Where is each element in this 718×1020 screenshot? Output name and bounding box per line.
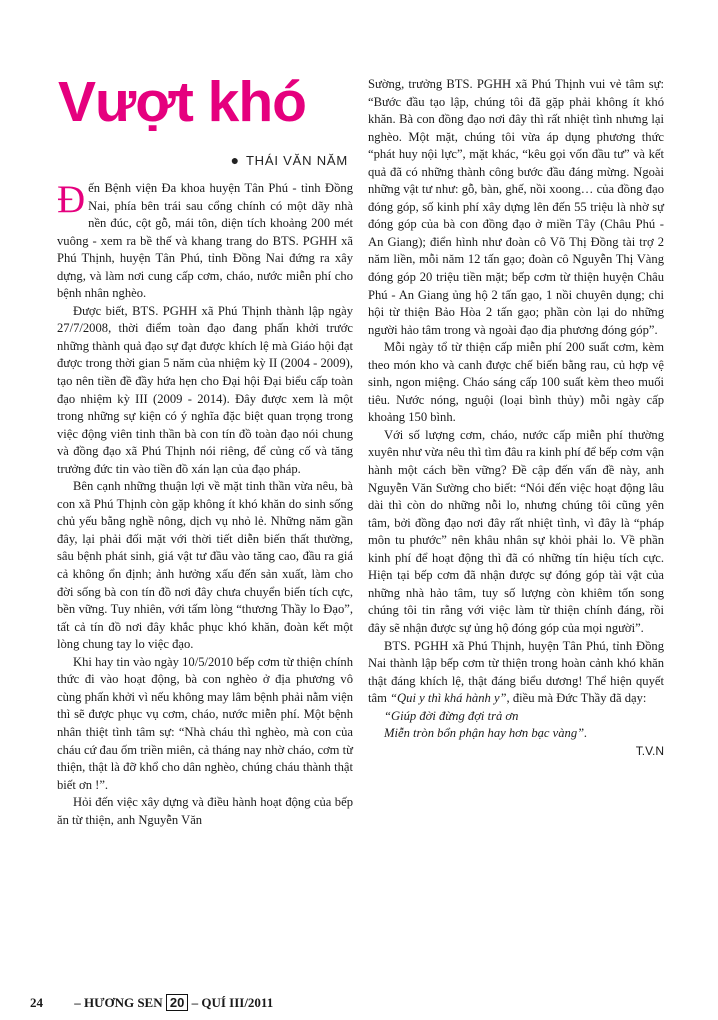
closing-text-end: , điều mà Đức Thầy đã dạy: — [506, 691, 647, 706]
paragraph: Với số lượng cơm, cháo, nước cấp miễn phí thường xuyên như vừa nêu thì tìm đâu ra kinh phí để bếp cơm vận hành một cách bền vững? Đề cập đến vấn đề này, anh Nguyễn Văn Sường cho biết: “Nói đến việc hoạt động lâu dài thì còn do những nỗi lo, nhưng chúng tôi cũng yên tâm, bởi đồng đạo nơi đây rất nhiệt tình, vì đây là “pháp môn tu phước” nên khâu nhân sự khỏi phải lo. Về phần kinh phí để hoạt động thì đã có những tín hiệu tích cực. Hiện tại bếp cơm đã nhận được sự đóng góp tài vật của những nhà hảo tâm, tuy số lượng còn khiêm tốn song chúng tôi tin rằng với việc làm từ thiện chính đáng, rồi đây sẽ nhận được sự ủng hộ đóng góp của mọi người”. — [368, 427, 664, 635]
signature: T.V.N — [635, 743, 664, 758]
left-column — [57, 180, 353, 829]
author-name: THÁI VĂN NĂM — [245, 153, 348, 168]
drop-cap: Đ — [57, 178, 86, 221]
paragraph: Bên cạnh những thuận lợi về mặt tinh thần vừa nêu, bà con xã Phú Thịnh còn gặp không ít khó khăn do sinh sống chủ yếu bằng nghề nông, dịch vụ nhỏ lẻ. Những năm gần đây, lại phải đối mặt với thời tiết diễn biến thất thường, sâu bệnh phát sinh, giá vật tư đầu vào tăng cao, đầu ra giá cả không ổn định; ảnh hưởng xấu đến sản xuất, làm cho đời sống bà con tín đồ nơi đây chưa chuyển biến tích cực, bền vững. Tuy nhiên, với tấm lòng “thương Thầy lo Đạo”, tất cả tín đồ nơi đây khắc phục khó khăn, đoàn kết một lòng chung tay lo việc đạo. — [57, 479, 353, 652]
paragraph: Khi hay tin vào ngày 10/5/2010 bếp cơm từ thiện chính thức đi vào hoạt động, bà con nghèo ở địa phương vô cùng phấn khởi vì nếu không may lâm bệnh phải nằm viện thì sẽ được phục vụ cơm, cháo, nước miễn phí. Một bệnh nhân thiệt tình tâm sự: “Nhà cháu thì nghèo, mà con của cháu cứ đau ốm triền miên, cả tháng nay nhờ cháo, cơm từ thiện, thật là đỡ khổ cho dân nghèo, chúng cháu thành thật biết ơn !”. — [57, 654, 353, 792]
verse-line: “Giúp đời đừng đợi trả ơn — [384, 708, 519, 723]
page-number: 24 — [30, 995, 43, 1010]
issue-number: 20 — [166, 994, 188, 1011]
paragraph: Được biết, BTS. PGHH xã Phú Thịnh thành lập ngày 27/7/2008, thời điểm toàn đạo đang phấn khởi trước những thành quả đạo sự đạt được khích lệ mà Giáo hội đạt được trong thời gian 5 năm của nhiệm kỳ II (2004 - 2009), tạo nên tiền đề đầy hứa hẹn cho Đại hội Đại biểu cấp toàn đạo nhiệm kỳ III (2009 - 2014). Đây được xem là một trong những sự kiện có ý nghĩa đặc biệt quan trọng trong việc động viên tinh thần bà con tín đồ toàn đạo nói chung và đồng đạo xã Phú Thịnh nói riêng, để củng cố và tăng trưởng đức tin vào tiền đồ xán lạn của đạo pháp. — [57, 303, 353, 476]
magazine-name: – HƯƠNG SEN — [74, 995, 163, 1010]
paragraph: Mỗi ngày tổ từ thiện cấp miễn phí 200 suất cơm, kèm theo món kho và canh được chế biến bằng rau, củ hợp vệ sinh, ngon miệng. Cháo sáng cấp 100 suất kèm theo muối tiêu. Nước nóng, nguội (loại bình thủy) mỗi ngày cấp khoảng 150 bình. — [368, 340, 664, 425]
verse-line: Miễn tròn bổn phận hay hơn bạc vàng”. — [384, 726, 588, 741]
author-byline — [231, 152, 348, 168]
page-footer — [30, 994, 273, 1011]
right-column — [368, 76, 664, 760]
closing-quote: “Qui y thì khá hành y” — [390, 691, 507, 706]
paragraph: Hỏi đến việc xây dựng và điều hành hoạt động của bếp ăn từ thiện, anh Nguyễn Văn — [57, 795, 353, 827]
paragraph-text: ến Bệnh viện Đa khoa huyện Tân Phú - tỉnh Đồng Nai, phía bên trái sau cổng chính có một dãy nhà nền đúc, cột gỗ, mái tôn, diện tích khoảng 200 mét vuông - xem ra bề thế và khang trang do BTS. PGHH xã Phú Thịnh, huyện Tân Phú, tỉnh Đồng Nai đứng ra xây dựng, và làm nơi cung cấp cơm, cháo, nước miễn phí cho bệnh nhân nghèo. — [57, 181, 353, 301]
paragraph — [57, 180, 353, 303]
issue-quarter: – QUÍ III/2011 — [191, 995, 274, 1010]
paragraph: Sường, trưởng BTS. PGHH xã Phú Thịnh vui vẻ tâm sự: “Bước đầu tạo lập, chúng tôi đã gặp phải không ít khó khăn. Bà con đồng đạo nơi đây thì rất nhiệt tình nhưng lại nghèo. Một mặt, chúng tôi vừa áp dụng phương thức “phát huy nội lực”, mặt khác, “kêu gọi vốn đầu tư” và kết quả đã có những thành công bước đầu đáng mừng. Ngoài những vật tư như: gỗ, bàn, ghế, nồi xoong… của đồng đạo đóng góp, số kinh phí xây dựng lên đến 55 triệu là nhờ sự đóng góp của bà con đồng đạo ở miền Tây (Châu Phú - An Giang); điển hình như đoàn cô Võ Thị Đồng tài trợ 2 năm liền, mỗi năm 12 tấn gạo; đoàn cô Nguyễn Thị Vàng đóng góp 20 triệu tiền mặt; bếp cơm từ thiện huyện Châu Phú - An Giang ủng hộ 2 tấn gạo, 1 nồi chuyên dụng; chi hội từ thiện Bảo Hòa 2 tấn gạo; phần còn lại do những người hảo tâm trong và ngoài đạo địa phương đóng góp”. — [368, 77, 664, 337]
closing-text: BTS. PGHH xã Phú Thịnh, huyện Tân Phú, tỉnh Đồng Nai thành lập bếp cơm từ thiện trong hoàn cảnh khó khăn thật đáng khích lệ, thật đáng biểu dương! Thể hiện quyết tâm — [368, 638, 664, 706]
article-title: Vượt khó — [58, 70, 306, 134]
bullet-icon: ● — [230, 152, 240, 168]
closing-paragraph — [368, 638, 664, 708]
